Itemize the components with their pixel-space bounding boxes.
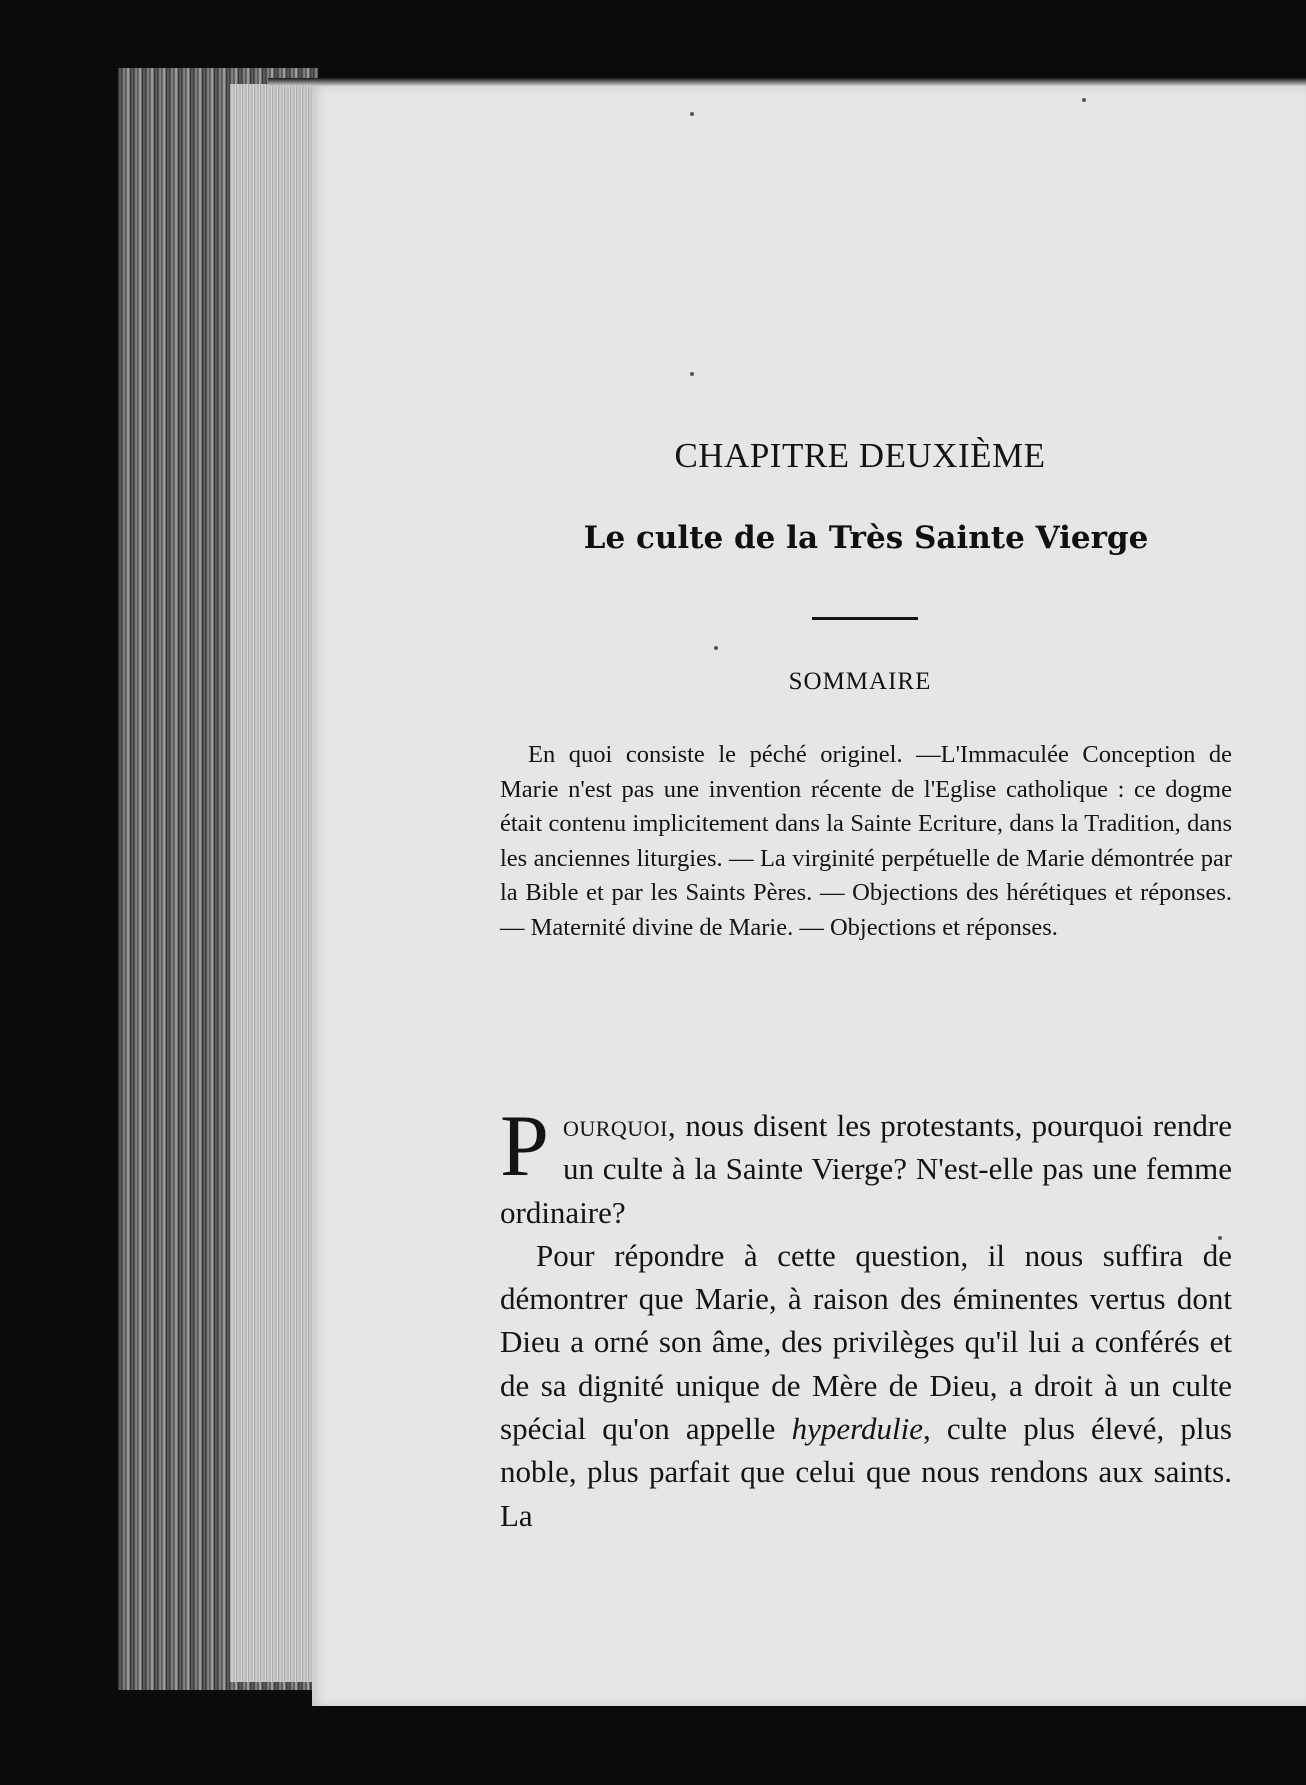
opening-word: ourquoi, [562, 1108, 677, 1143]
speck [714, 646, 718, 650]
summary-heading: SOMMAIRE [788, 668, 932, 695]
summary-text: En quoi consiste le péché originel. —L'Immaculée Conception de Marie n'est pas une invention récente de l'Eglise catholique : ce dogme était contenu implicitement dans la Sainte Ecriture, dans la Tradition, dans les anciennes liturgies. — La virginité perpétuelle de Marie démontrée par la Bible et par les Saints Pères. — Objections des hérétiques et réponses. — Maternité divine de Marie. — Objections et réponses. [500, 741, 1232, 941]
paragraph-2-text-end: , culte plus élevé, plus noble, plus parfait que celui que nous rendons aux saints. La [500, 1411, 1232, 1533]
page-top-edge [268, 78, 1306, 86]
body-text [500, 1098, 1232, 1537]
paragraph-2-text: Pour répondre à cette question, il nous suffira de démontrer que Marie, à raison des éminentes vertus dont Dieu a orné son âme, des privilèges qu'il lui a conférés et de sa dignité unique de Mère de Dieu, a droit à un culte spécial qu'on appelle [500, 1237, 1232, 1447]
drop-cap: P [500, 1098, 549, 1195]
chapter-title: Le culte de la Très Sainte Vierge [583, 520, 1149, 556]
speck [1082, 98, 1086, 102]
italic-term: hyperdulie [791, 1411, 923, 1447]
chapter-label: CHAPITRE DEUXIÈME [674, 436, 1046, 475]
paragraph-2 [500, 1234, 1232, 1537]
speck [690, 112, 694, 116]
paragraph-1-text: nous disent les protestants, pourquoi rendre un culte à la Sainte Vierge? N'est-elle pas une femme ordinaire? [500, 1108, 1232, 1230]
page-edges-inner [230, 84, 320, 1682]
speck [690, 372, 694, 376]
title-rule [812, 617, 918, 620]
paragraph-1 [500, 1098, 1232, 1234]
